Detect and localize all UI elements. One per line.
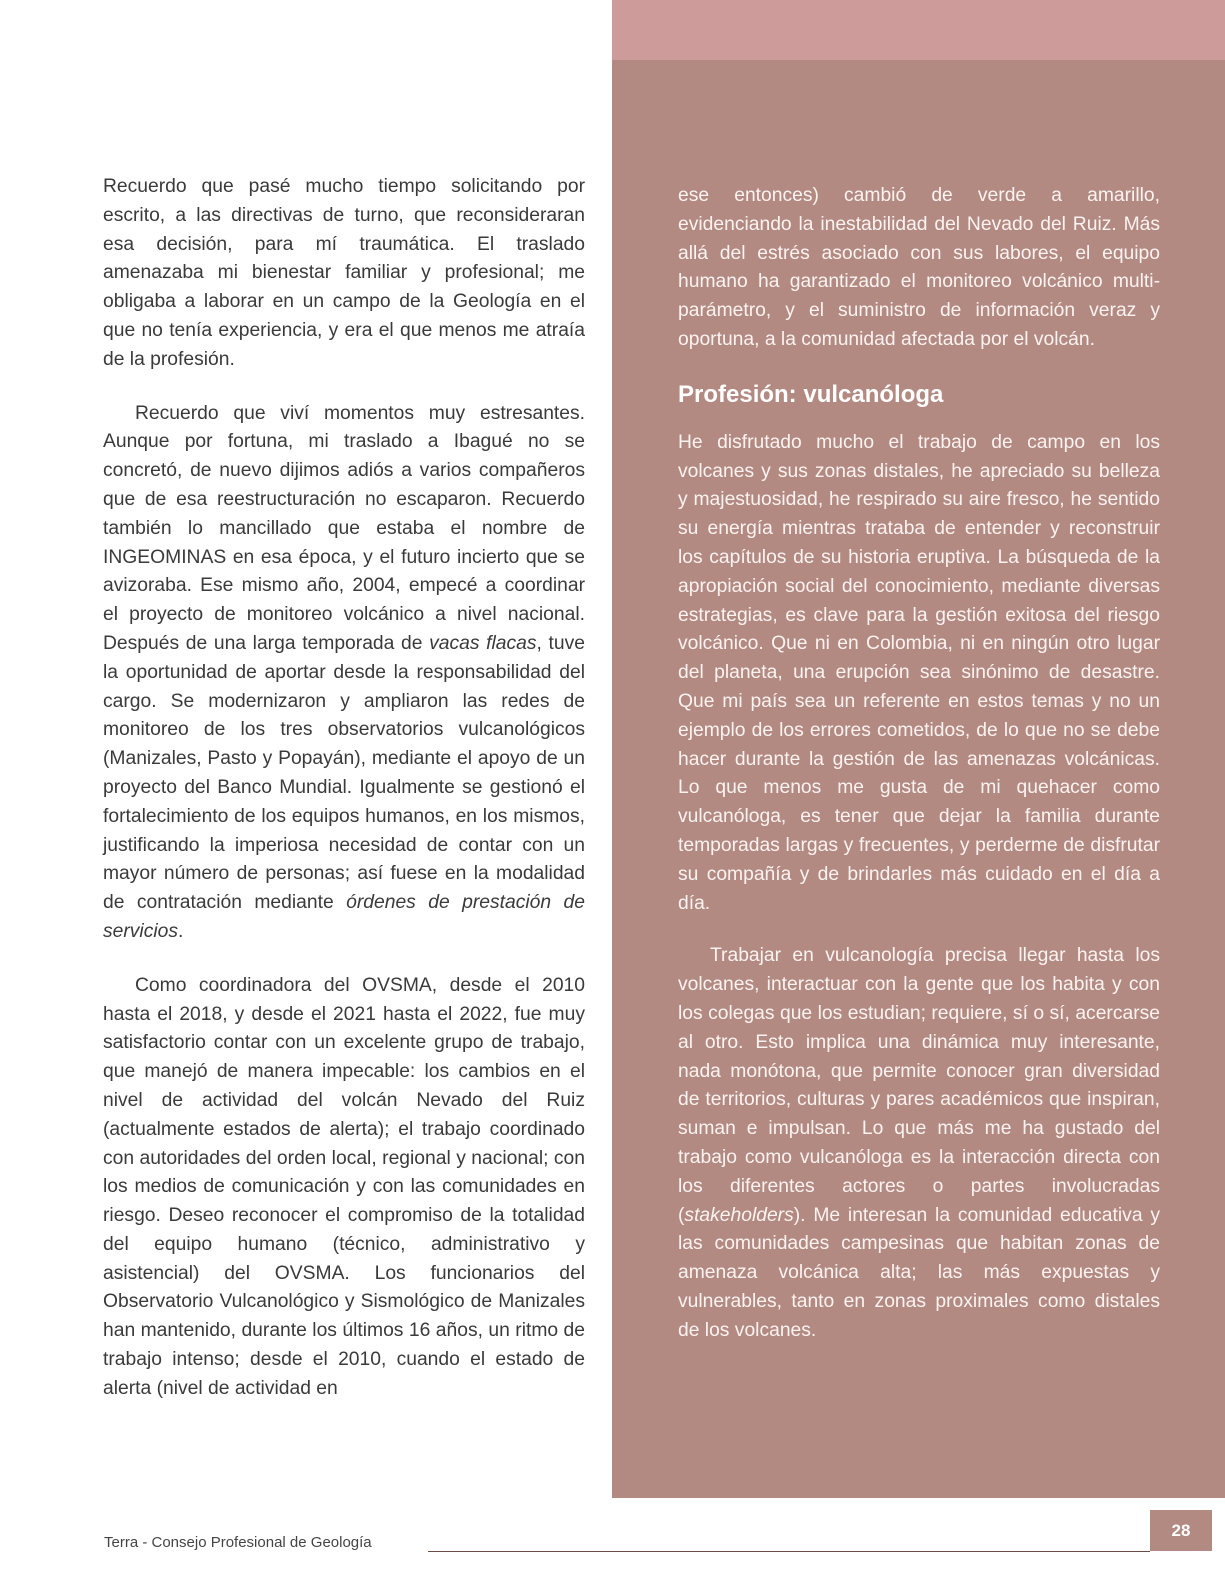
right-paragraph-1: ese entonces) cambió de verde a amarillo, evidenciando la inestabilidad del Nevado del Ruiz. Más allá del estrés asociado con sus labores, el equipo humano ha garantizado el monitoreo volcánico multi-parámetro, y el suministro de información veraz y oportuna, a la comunidad afectada por el volcán. — [678, 185, 1160, 350]
left-column — [103, 173, 585, 1429]
text-run: , tuve la oportunidad de aportar desde la responsabilidad del cargo. Se modernizaron y ampliaron las redes de monitoreo de los tres observatorios vulcanológicos (Manizales, Pasto y Popayán), mediante el apoyo de un proyecto del Banco Mundial. Igualmente se gestionó el fortalecimiento de los equipos humanos, en los mismos, justificando la imperiosa necesidad de contar con un mayor número de personas; así fuese en la modalidad de contratación mediante — [103, 632, 585, 914]
left-paragraph-2 — [103, 400, 585, 947]
right-column — [678, 182, 1160, 1369]
footer-publication: Terra - Consejo Profesional de Geología — [104, 1534, 372, 1551]
left-paragraph-1: Recuerdo que pasé mucho tiempo solicitando por escrito, a las directivas de turno, que reconsideraran esa decisión, para mí traumática. El traslado amenazaba mi bienestar familiar y profesional; me obligaba a laborar en un campo de la Geología en el que no tenía experiencia, y era el que menos me atraía de la profesión. — [103, 176, 585, 370]
section-heading: Profesión: vulcanóloga — [678, 380, 944, 408]
right-paragraph-3 — [678, 942, 1160, 1345]
italic-text: stakeholders — [684, 1204, 794, 1226]
page-number: 28 — [1150, 1510, 1212, 1551]
text-run: . — [178, 920, 184, 942]
text-run: Trabajar en vulcanología precisa llegar hasta los volcanes, interactuar con la gente que los habita y con los colegas que los estudian; requiere, sí o sí, acercarse al otro. Esto implica una dinámica muy interesante, nada monótona, que permite conocer gran diversidad de territorios, culturas y pares académicos que inspiran, suman e impulsan. Lo que más me ha gustado del trabajo como vulcanóloga es la interacción directa con los diferentes actores o partes involucradas ( — [678, 945, 1160, 1226]
text-run: ). Me interesan la comunidad educativa y las comunidades campesinas que habitan zonas de amenaza volcánica alta; las más expuestas y vulnerables, tanto en zonas proximales como distales de los volcanes. — [678, 1204, 1160, 1341]
top-color-band — [612, 0, 1225, 60]
left-paragraph-3: Como coordinadora del OVSMA, desde el 2010 hasta el 2018, y desde el 2021 hasta el 2022, fue muy satisfactorio contar con un excelente grupo de trabajo, que manejó de manera impecable: los cambios en el nivel de actividad del volcán Nevado del Ruiz (actualmente estados de alerta); el trabajo coordinado con autoridades del orden local, regional y nacional; con los medios de comunicación y con las comunidades en riesgo. Deseo reconocer el compromiso de la totalidad del equipo humano (técnico, administrativo y asistencial) del OVSMA. Los funcionarios del Observatorio Vulcanológico y Sismológico de Manizales han mantenido, durante los últimos 16 años, un ritmo de trabajo intenso; desde el 2010, cuando el estado de alerta (nivel de actividad en — [103, 974, 585, 1399]
italic-text: vacas flacas — [429, 632, 537, 654]
italic-text: órdenes de prestación de servicios — [103, 892, 585, 942]
text-run: Recuerdo que viví momentos muy estresantes. Aunque por fortuna, mi traslado a Ibagué no se concretó, de nuevo dijimos adiós a varios compañeros que de esa reestructuración no escaparon. Recuerdo también lo mancillado que estaba el nombre de INGEOMINAS en esa época, y el futuro incierto que se avizoraba. Ese mismo año, 2004, empecé a coordinar el proyecto de monitoreo volcánico a nivel nacional. Después de una larga temporada de — [103, 402, 585, 654]
right-paragraph-2: He disfrutado mucho el trabajo de campo en los volcanes y sus zonas distales, he apreciado su belleza y majestuosidad, he respirado su aire fresco, he sentido su energía mientras trataba de entender y reconstruir los capítulos de su historia eruptiva. La búsqueda de la apropiación social del conocimiento, mediante diversas estrategias, es clave para la gestión exitosa del riesgo volcánico. Que ni en Colombia, ni en ningún otro lugar del planeta, una erupción sea sinónimo de desastre. Que mi país sea un referente en estos temas y no un ejemplo de los errores cometidos, de lo que no se debe hacer durante la gestión de las amenazas volcánicas. Lo que menos me gusta de mi quehacer como vulcanóloga, es tener que dejar la familia durante temporadas largas y frecuentes, y perderme de disfrutar su compañía y de brindarles más cuidado en el día a día. — [678, 431, 1160, 914]
footer-rule — [428, 1551, 1150, 1552]
